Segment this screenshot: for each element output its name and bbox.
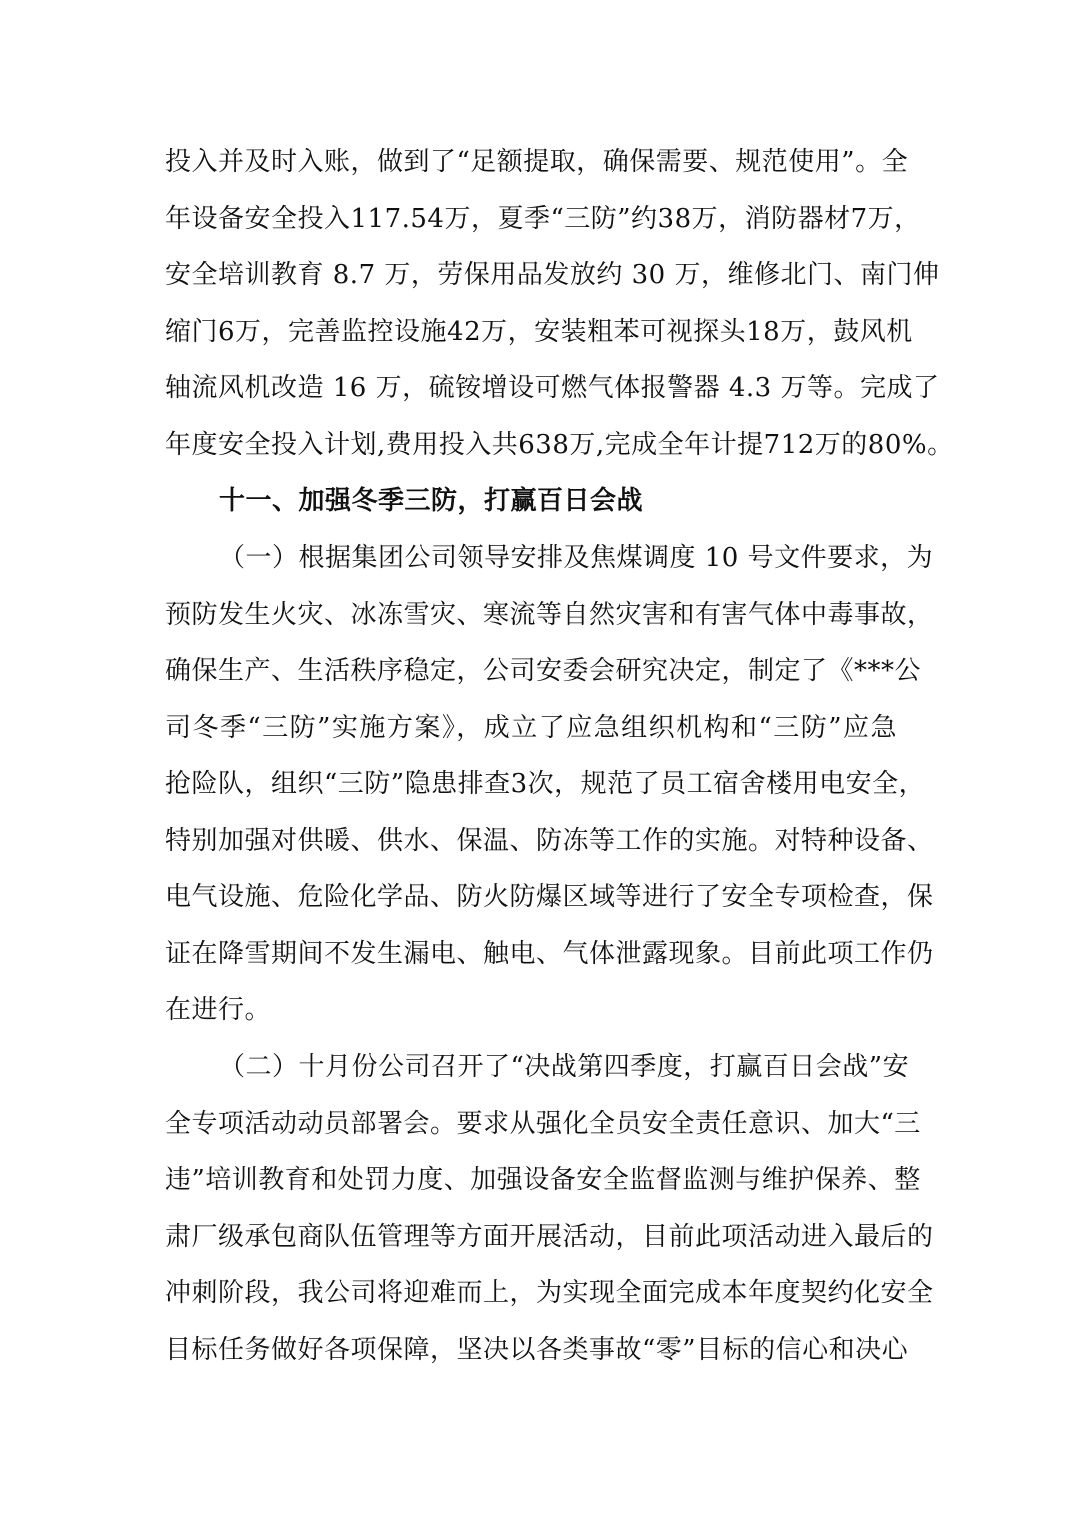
text-line: 年度安全投入计划,费用投入共638万,完成全年计提712万的80%。 — [165, 429, 954, 460]
text-line: 投入并及时入账，做到了“足额提取，确保需要、规范使用”。全 — [165, 147, 909, 177]
text-line: 预防发生火灾、冰冻雪灾、寒流等自然灾害和有害气体中毒事故， — [165, 599, 934, 630]
text-line: （一）根据集团公司领导安排及焦煤调度 10 号文件要求，为 — [219, 543, 934, 573]
text-line: 特别加强对供暖、供水、保温、防冻等工作的实施。对特种设备、 — [165, 825, 934, 856]
section-heading-block — [165, 473, 897, 530]
text-line: 确保生产、生活秩序稳定，公司安委会研究决定，制定了《***公 — [165, 656, 922, 686]
text-line: （二）十月份公司召开了“决战第四季度，打赢百日会战”安 — [219, 1052, 910, 1082]
text-line: 抢险队，组织“三防”隐患排查3次，规范了员工宿舍楼用电安全， — [165, 769, 926, 799]
continuation-paragraph — [165, 134, 954, 473]
text-line: 违”培训教育和处罚力度、加强设备安全监督监测与维护保养、整 — [165, 1165, 921, 1195]
paragraph-two — [165, 1039, 934, 1378]
text-line: 目标任务做好各项保障，坚决以各类事故“零”目标的信心和决心 — [165, 1334, 909, 1365]
text-line: 证在降雪期间不发生漏电、触电、气体泄露现象。目前此项工作仍 — [165, 938, 934, 969]
paragraph-one — [165, 530, 934, 1039]
section-heading: 十一、加强冬季三防，打赢百日会战 — [219, 486, 644, 516]
text-line: 安全培训教育 8.7 万，劳保用品发放约 30 万，维修北门、南门伸 — [165, 260, 940, 290]
text-line: 轴流风机改造 16 万，硫铵增设可燃气体报警器 4.3 万等。完成了 — [165, 373, 940, 403]
text-line: 冲刺阶段，我公司将迎难而上，为实现全面完成本年度契约化安全 — [165, 1278, 934, 1308]
text-line: 司冬季“三防”实施方案》，成立了应急组织机构和“三防”应急 — [165, 712, 897, 743]
text-line: 年设备安全投入117.54万，夏季“三防”约38万，消防器材7万， — [165, 203, 921, 234]
text-line: 全专项活动动员部署会。要求从强化全员安全责任意识、加大“三 — [165, 1108, 921, 1139]
text-line: 电气设施、危险化学品、防火防爆区域等进行了安全专项检查，保 — [165, 882, 934, 912]
text-line: 肃厂级承包商队伍管理等方面开展活动，目前此项活动进入最后的 — [165, 1221, 934, 1252]
text-line: 缩门6万，完善监控设施42万，安装粗苯可视探头18万，鼓风机 — [165, 316, 913, 347]
text-line: 在进行。 — [165, 995, 272, 1025]
